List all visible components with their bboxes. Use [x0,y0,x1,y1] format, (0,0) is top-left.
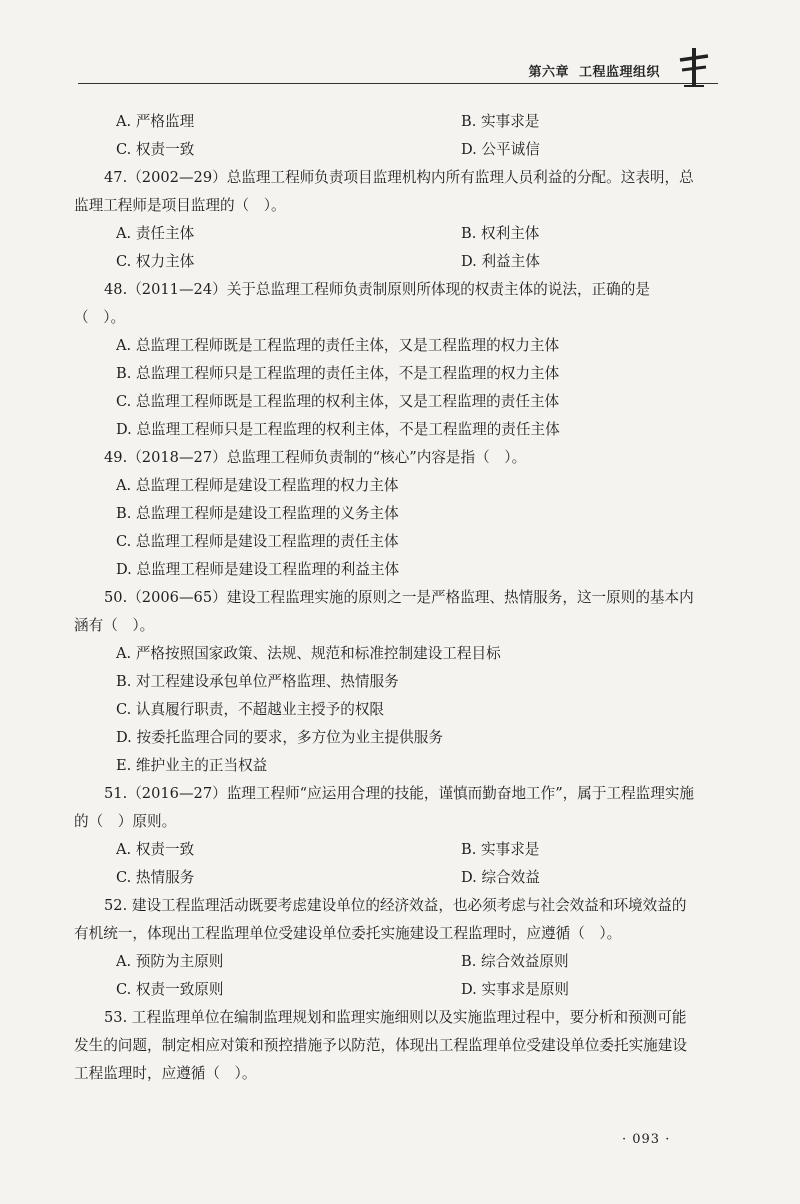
option: B. 总监理工程师只是工程监理的责任主体，不是工程监理的权力主体 [116,365,560,382]
option-row [74,136,696,164]
option: B. 综合效益原则 [461,953,569,970]
header-rule [78,83,718,84]
option: B. 权利主体 [461,225,540,242]
surveying-rod-logo-icon [670,46,718,88]
option: B. 对工程建设承包单位严格监理、热情服务 [116,673,399,690]
running-header [78,58,718,88]
chapter-heading [522,61,660,80]
option: E. 维护业主的正当权益 [116,757,268,774]
option: B. 实事求是 [461,113,540,130]
question-47: 47.（2002—29）总监理工程师负责项目监理机构内所有监理人员利益的分配。这表明，总监理工程师是项目监理的（ ）。 [74,169,694,214]
option: D. 综合效益 [461,869,540,886]
question-48: 48.（2011—24）关于总监理工程师负责制原则所体现的权责主体的说法，正确的是（ ）。 [74,281,650,326]
option: B. 总监理工程师是建设工程监理的义务主体 [116,505,399,522]
option: A. 责任主体 [116,225,195,242]
option-row [74,108,696,136]
option: A. 严格按照国家政策、法规、规范和标准控制建设工程目标 [116,645,501,662]
option: D. 公平诚信 [461,141,540,158]
option: D. 实事求是原则 [461,981,570,998]
option-row [74,248,696,276]
question-51: 51.（2016—27）监理工程师“应运用合理的技能，谨慎而勤奋地工作”，属于工程监理实施的（ ）原则。 [74,785,695,830]
option: C. 总监理工程师既是工程监理的权利主体，又是工程监理的责任主体 [116,393,560,410]
question-49: 49.（2018—27）总监理工程师负责制的“核心”内容是指（ ）。 [104,449,527,466]
option: A. 严格监理 [116,113,195,130]
option: A. 权责一致 [116,841,195,858]
option: D. 总监理工程师只是工程监理的权利主体，不是工程监理的责任主体 [116,421,560,438]
question-list [74,108,696,1088]
option-row [74,976,696,1004]
chapter-number: 第六章 [528,65,569,80]
option: A. 预防为主原则 [116,953,224,970]
option: D. 按委托监理合同的要求，多方位为业主提供服务 [116,729,443,746]
option-row [74,948,696,976]
option-row [74,864,696,892]
option: C. 认真履行职责，不超越业主授予的权限 [116,701,385,718]
option: C. 总监理工程师是建设工程监理的责任主体 [116,533,399,550]
option: C. 热情服务 [116,869,195,886]
option-row [74,836,696,864]
question-53: 53. 工程监理单位在编制监理规划和监理实施细则以及实施监理过程中，要分析和预测可能发生的问题，制定相应对策和预控措施予以防范，体现出工程监理单位受建设单位委托实施建设工程监理时，应遵循（ ）。 [74,1009,687,1082]
question-50: 50.（2006—65）建设工程监理实施的原则之一是严格监理、热情服务，这一原则的基本内涵有（ ）。 [74,589,694,634]
option: D. 总监理工程师是建设工程监理的利益主体 [116,561,400,578]
option-row [74,220,696,248]
question-52: 52. 建设工程监理活动既要考虑建设单位的经济效益，也必须考虑与社会效益和环境效益的有机统一，体现出工程监理单位受建设单位委托实施建设工程监理时，应遵循（ ）。 [74,897,687,942]
option: A. 总监理工程师既是工程监理的责任主体，又是工程监理的权力主体 [116,337,560,354]
option: C. 权责一致原则 [116,981,224,998]
page-number: · 093 · [622,1132,671,1147]
option: D. 利益主体 [461,253,540,270]
chapter-title: 工程监理组织 [578,65,660,80]
option: C. 权责一致 [116,141,195,158]
option: A. 总监理工程师是建设工程监理的权力主体 [116,477,399,494]
option: B. 实事求是 [461,841,540,858]
option: C. 权力主体 [116,253,195,270]
